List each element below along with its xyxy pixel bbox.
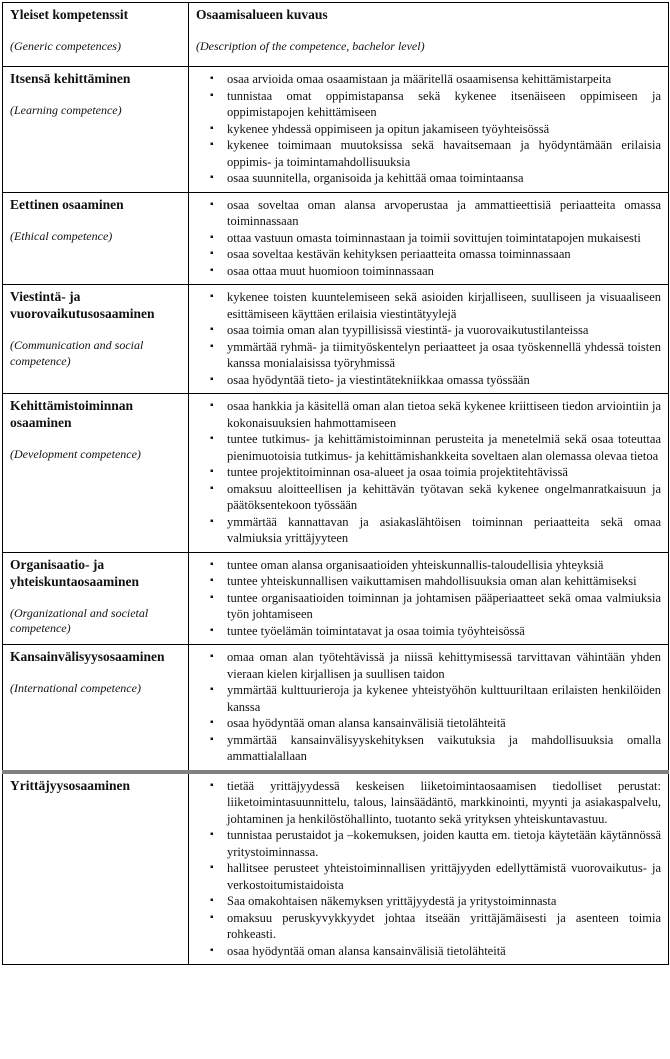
table-header-row xyxy=(3,3,669,67)
square-bullet-icon: ▪ xyxy=(210,558,214,570)
bullet-item xyxy=(210,289,661,322)
bullet-text: omaa oman alan työtehtävissä ja niissä kehittymisessä tarvittavan vähintään yhden vieraan kielen kirjallisen ja suullisen taidon xyxy=(227,650,661,681)
bullet-text: osaa hyödyntää tieto- ja viestintätekniikkaa omassa työssään xyxy=(227,372,530,387)
table-row xyxy=(3,285,669,394)
bullet-item xyxy=(210,197,661,230)
square-bullet-icon: ▪ xyxy=(210,717,214,729)
square-bullet-icon: ▪ xyxy=(210,400,214,412)
competence-rows xyxy=(3,67,669,965)
bullet-item xyxy=(210,557,661,574)
table-row xyxy=(3,772,669,965)
competence-name-cell xyxy=(3,67,189,193)
bullet-item xyxy=(210,893,661,910)
bullet-text: Saa omakohtaisen näkemyksen yrittäjyydestä ja yritystoiminnasta xyxy=(227,894,557,909)
competence-subtitle: (Communication and social competence) xyxy=(10,338,144,368)
competence-title: Yrittäjyysosaaminen xyxy=(10,777,130,793)
competence-name-cell xyxy=(3,192,189,285)
square-bullet-icon: ▪ xyxy=(210,482,214,494)
competence-table xyxy=(2,2,669,965)
square-bullet-icon: ▪ xyxy=(210,591,214,603)
bullet-item xyxy=(210,88,661,121)
column-subtitle-description: (Description of the competence, bachelor level) xyxy=(196,38,425,53)
competence-subtitle: (Organizational and societal competence) xyxy=(10,605,149,636)
square-bullet-icon: ▪ xyxy=(210,198,214,210)
bullet-item xyxy=(210,137,661,170)
bullet-item xyxy=(210,372,661,389)
square-bullet-icon: ▪ xyxy=(210,862,214,874)
bullet-item xyxy=(210,263,661,280)
bullet-item xyxy=(210,682,661,715)
square-bullet-icon: ▪ xyxy=(210,122,214,134)
bullet-item xyxy=(210,732,661,765)
bullet-text: osaa soveltaa kestävän kehityksen periaatteita omassa toiminnassaan xyxy=(227,247,571,262)
bullet-item xyxy=(210,121,661,138)
bullet-text: hallitsee perusteet yhteistoiminnallisen yrittäjyyden edellyttämistä vuorovaikutus- ja verkostoitumistaidoista xyxy=(227,861,661,892)
competence-subtitle: (Development competence) xyxy=(10,447,141,462)
square-bullet-icon: ▪ xyxy=(210,944,214,956)
bullet-text: ymmärtää kansainvälisyyskehityksen vaikutuksia ja mahdollisuuksia omalla ammattialallaan xyxy=(227,732,661,764)
bullet-text: osaa toimia oman alan tyypillisissä viestintä- ja vuorovaikutustilanteissa xyxy=(227,323,589,338)
competence-description-cell xyxy=(189,285,669,394)
column-title-description: Osaamisalueen kuvaus xyxy=(196,7,328,22)
bullet-item xyxy=(210,322,661,339)
competence-description-cell xyxy=(189,645,669,772)
bullet-item xyxy=(210,649,661,682)
bullet-text: kykenee toimimaan muutoksissa sekä havaitsemaan ja hyödyntämään erilaisia oppimis- ja toimintamahdollisuuksia xyxy=(227,138,661,169)
square-bullet-icon: ▪ xyxy=(210,89,214,101)
square-bullet-icon: ▪ xyxy=(210,779,214,791)
bullet-item xyxy=(210,573,661,590)
bullet-item xyxy=(210,464,661,481)
square-bullet-icon: ▪ xyxy=(210,291,214,303)
bullet-list xyxy=(196,649,661,765)
competence-title: Viestintä- ja vuorovaikutusosaaminen xyxy=(10,289,155,322)
bullet-text: osaa suunnitella, organisoida ja kehittää omaa toimintaansa xyxy=(227,171,524,186)
table-row xyxy=(3,394,669,553)
header-cell-description xyxy=(189,3,669,67)
bullet-item xyxy=(210,827,661,860)
header-cell-generic-competences xyxy=(3,3,189,67)
bullet-text: tunnistaa omat oppimistapansa sekä kykenee itsenäiseen oppimiseen ja oppimistapojen kehittämiseen xyxy=(227,88,661,120)
table-row xyxy=(3,552,669,645)
square-bullet-icon: ▪ xyxy=(210,248,214,260)
square-bullet-icon: ▪ xyxy=(210,433,214,445)
bullet-item xyxy=(210,778,661,828)
competence-description-cell xyxy=(189,552,669,645)
square-bullet-icon: ▪ xyxy=(210,575,214,587)
bullet-text: tuntee työelämän toimintatavat ja osaa toimia työyhteisössä xyxy=(227,623,525,638)
table-row xyxy=(3,192,669,285)
bullet-text: tuntee organisaatioiden toiminnan ja johtamisen pääperiaatteet sekä omaa valmiuksia työn johtamiseen xyxy=(227,590,661,622)
competence-description-cell xyxy=(189,772,669,965)
competence-name-cell xyxy=(3,285,189,394)
bullet-item xyxy=(210,860,661,893)
bullet-item xyxy=(210,246,661,263)
bullet-text: tuntee projektitoiminnan osa-alueet ja osaa toimia projektitehtävissä xyxy=(227,465,568,480)
competence-name-cell xyxy=(3,645,189,772)
bullet-text: tunnistaa perustaidot ja –kokemuksen, joiden kautta em. tietoja käytetään käytännössä yritystoiminnassa. xyxy=(227,828,661,859)
bullet-item xyxy=(210,431,661,464)
competence-title: Eettinen osaaminen xyxy=(10,196,124,212)
bullet-item xyxy=(210,230,661,247)
bullet-item xyxy=(210,910,661,943)
bullet-text: kykenee toisten kuuntelemiseen sekä asioiden kirjalliseen, suulliseen ja visuaaliseen esittämiseen käyttäen erilaisia viestintätyylejä xyxy=(227,290,661,321)
bullet-item xyxy=(210,71,661,88)
competence-name-cell xyxy=(3,552,189,645)
square-bullet-icon: ▪ xyxy=(210,911,214,923)
bullet-item xyxy=(210,623,661,640)
bullet-text: ottaa vastuun omasta toiminnastaan ja toimii sovittujen toimintatapojen mukaisesti xyxy=(227,230,641,245)
square-bullet-icon: ▪ xyxy=(210,515,214,527)
column-subtitle-competences: (Generic competences) xyxy=(10,38,121,53)
competence-subtitle: (Ethical competence) xyxy=(10,228,113,243)
bullet-item xyxy=(210,715,661,732)
square-bullet-icon: ▪ xyxy=(210,172,214,184)
competence-title: Kansainvälisyysosaaminen xyxy=(10,649,165,665)
bullet-item xyxy=(210,514,661,547)
bullet-text: omaksuu aloitteellisen ja kehittävän työtavan sekä kykenee ongelmanratkaisuun ja päätöksentekoon työssään xyxy=(227,481,661,513)
competence-description-cell xyxy=(189,192,669,285)
bullet-list xyxy=(196,398,661,547)
bullet-text: tuntee tutkimus- ja kehittämistoiminnan perusteita ja menetelmiä sekä osaa toteuttaa pienimuotoisia tutkimus- ja kehittämishankkeita soveltaen alan olemassa olevaa tietoa xyxy=(227,432,661,463)
square-bullet-icon: ▪ xyxy=(210,340,214,352)
bullet-text: omaksuu peruskyvykkyydet johtaa itseään yrittäjämäisesti ja asenteen toimia rohkeasti. xyxy=(227,910,661,942)
bullet-text: ymmärtää kannattavan ja asiakaslähtöisen toiminnan periaatteita sekä omaa valmiuksia yrittäjyyteen xyxy=(227,514,661,546)
bullet-item xyxy=(210,943,661,960)
bullet-text: osaa soveltaa oman alansa arvoperustaa ja ammattieettisiä periaatteita omassa toiminnassaan xyxy=(227,197,661,229)
bullet-item xyxy=(210,481,661,514)
bullet-text: osaa hankkia ja käsitellä oman alan tietoa sekä kykenee kriittiseen tiedon arviointiin ja kokonaisuuksien hahmottamiseen xyxy=(227,399,661,430)
bullet-item xyxy=(210,339,661,372)
bullet-text: ymmärtää ryhmä- ja tiimityöskentelyn periaatteet ja osaa työskennellä yhdessä toisten kanssa monialaisissa työryhmissä xyxy=(227,339,661,371)
competence-name-cell xyxy=(3,394,189,553)
bullet-list xyxy=(196,71,661,187)
competence-name-cell xyxy=(3,772,189,965)
bullet-text: osaa arvioida omaa osaamistaan ja määritellä osaamisensa kehittämistarpeita xyxy=(227,72,612,87)
bullet-list xyxy=(196,557,661,640)
table-row xyxy=(3,67,669,193)
bullet-text: ymmärtää kulttuurieroja ja kykenee yhteistyöhön kulttuuriltaan erilaisten henkilöiden kanssa xyxy=(227,683,661,714)
bullet-list xyxy=(196,197,661,280)
square-bullet-icon: ▪ xyxy=(210,733,214,745)
square-bullet-icon: ▪ xyxy=(210,684,214,696)
bullet-text: tuntee yhteiskunnallisen vaikuttamisen mahdollisuuksia oman alan kehittämiseksi xyxy=(227,574,637,589)
square-bullet-icon: ▪ xyxy=(210,231,214,243)
competence-title: Organisaatio- ja yhteiskuntaosaaminen xyxy=(10,556,140,589)
bullet-list xyxy=(196,778,661,960)
square-bullet-icon: ▪ xyxy=(210,324,214,336)
competence-title: Kehittämistoiminnan osaaminen xyxy=(10,398,134,431)
bullet-text: osaa ottaa muut huomioon toiminnassaan xyxy=(227,263,434,278)
competence-description-cell xyxy=(189,394,669,553)
bullet-text: tietää yrittäjyydessä keskeisen liiketoimintaosaamisen tiedolliset perustat: liiketoimintasuunnittelu, talous, lainsäädäntö, markkinointi, myynti ja asiakaspalvelu, johtaminen ja henkilöstöhallinto, tuotanto sekä yrityksen yhteiskuntavastuu. xyxy=(227,778,661,826)
bullet-text: tuntee oman alansa organisaatioiden yhteiskunnallis-taloudellisia yhteyksiä xyxy=(227,557,604,572)
square-bullet-icon: ▪ xyxy=(210,264,214,276)
square-bullet-icon: ▪ xyxy=(210,895,214,907)
competence-title: Itsensä kehittäminen xyxy=(10,71,131,87)
square-bullet-icon: ▪ xyxy=(210,139,214,151)
bullet-text: osaa hyödyntää oman alansa kansainvälisiä tietolähteitä xyxy=(227,716,506,731)
bullet-text: kykenee yhdessä oppimiseen ja opitun jakamiseen työyhteisössä xyxy=(227,121,550,136)
square-bullet-icon: ▪ xyxy=(210,624,214,636)
square-bullet-icon: ▪ xyxy=(210,829,214,841)
square-bullet-icon: ▪ xyxy=(210,651,214,663)
bullet-text: osaa hyödyntää oman alansa kansainvälisiä tietolähteitä xyxy=(227,943,506,958)
competence-description-cell xyxy=(189,67,669,193)
bullet-list xyxy=(196,289,661,388)
square-bullet-icon: ▪ xyxy=(210,466,214,478)
square-bullet-icon: ▪ xyxy=(210,373,214,385)
table-row xyxy=(3,645,669,772)
bullet-item xyxy=(210,398,661,431)
bullet-item xyxy=(210,170,661,187)
square-bullet-icon: ▪ xyxy=(210,73,214,85)
competence-subtitle: (Learning competence) xyxy=(10,103,122,118)
column-title-competences: Yleiset kompetenssit xyxy=(10,7,129,22)
bullet-item xyxy=(210,590,661,623)
competence-subtitle: (International competence) xyxy=(10,681,141,696)
